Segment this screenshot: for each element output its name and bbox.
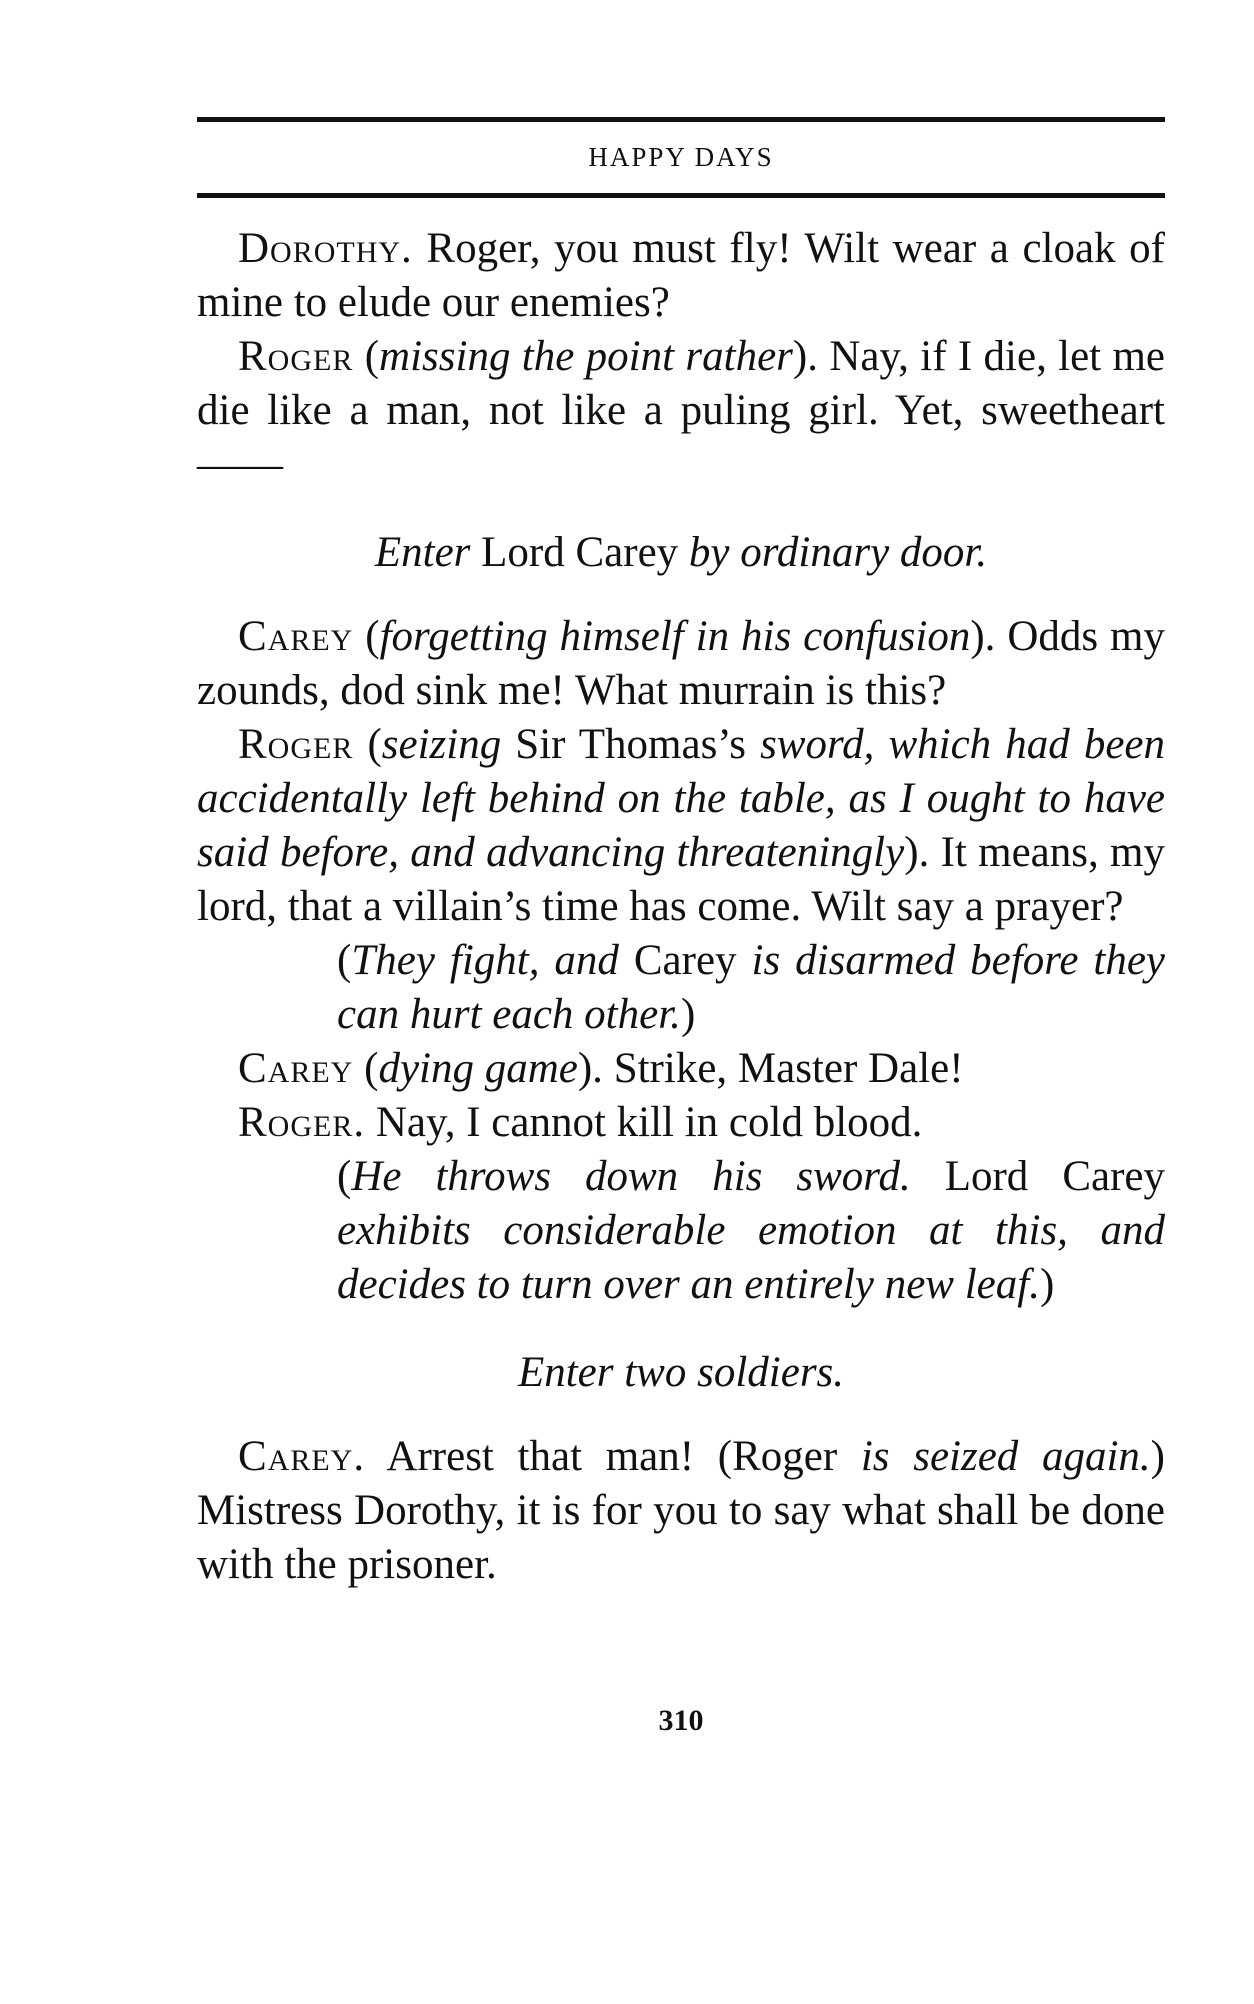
stage-direction-inline: missing the point rather bbox=[379, 333, 793, 380]
stage-direction-soldiers: Enter two soldiers. bbox=[517, 1349, 845, 1396]
character-name: Lord Carey bbox=[910, 1153, 1165, 1200]
speech-roger-2: Roger (seizing Sir Thomas’s sword, which had been accidentally left behind on the table, as I ought to have said before, and advancing threateningly). It means, my lord, that a villain’s time has come. Wilt say a prayer? bbox=[197, 721, 1165, 930]
character-name: Sir Thomas’s bbox=[501, 721, 761, 768]
speaker-name: Carey. bbox=[238, 1433, 366, 1480]
character-name: Carey bbox=[618, 937, 752, 984]
speaker-name: Dorothy. bbox=[238, 225, 413, 272]
stage-direction-inline: is seized again. bbox=[860, 1433, 1151, 1480]
speech-carey-2: Carey (dying game). Strike, Master Dale! bbox=[238, 1045, 964, 1092]
speech-text: Arrest that man! (Roger bbox=[365, 1433, 861, 1480]
character-name: Lord Carey bbox=[470, 529, 689, 576]
speech-text: Roger, you must fly! Wilt wear a cloak of mine to elude our enemies? bbox=[197, 225, 1165, 326]
speech-roger-1: Roger (missing the point rather). Nay, if I die, let me die like a man, not like a puling girl. Yet, sweetheart—— bbox=[197, 333, 1166, 488]
speech-text: Strike, Master Dale! bbox=[613, 1045, 964, 1092]
stage-direction-entrance: Enter Lord Carey by ordinary door. bbox=[374, 529, 988, 576]
speaker-name: Carey bbox=[238, 613, 354, 660]
stage-direction-inline: forgetting himself in his confusion bbox=[379, 613, 971, 660]
stage-direction-inline: dying game bbox=[378, 1045, 578, 1092]
speech-roger-3 bbox=[197, 1096, 1165, 1150]
speaker-name: Roger bbox=[238, 721, 354, 768]
page-number: 310 bbox=[658, 1704, 704, 1737]
stage-direction-sword: (He throws down his sword. Lord Carey exhibits considerable emotion at this, and decides to turn over an entirely new leaf.) bbox=[337, 1153, 1165, 1308]
stage-direction-fight: (They fight, and Carey is disarmed before they can hurt each other.) bbox=[337, 937, 1165, 1038]
speech-text: It means, my lord, that a villain’s time has come. Wilt say a prayer? bbox=[197, 829, 1165, 930]
running-head: HAPPY DAYS bbox=[588, 142, 774, 172]
speech-text: Nay, I cannot kill in cold blood. bbox=[365, 1099, 923, 1146]
speech-carey-3 bbox=[197, 1430, 1165, 1592]
speech-text: Odds my zounds, dod sink me! What murrain is this? bbox=[197, 613, 1165, 714]
speech-text: Nay, if I die, let me die like a man, not like a puling girl. Yet, sweetheart—— bbox=[197, 333, 1166, 488]
speech-text: ) Mistress Dorothy, it is for you to say what shall be done with the prisoner. bbox=[197, 1433, 1165, 1588]
speaker-name: Roger bbox=[238, 333, 354, 380]
header-rule-top bbox=[197, 117, 1165, 122]
stage-direction-inline: sword, which had been accidentally left behind on the table, as I ought to have said before, and advancing threateningly bbox=[197, 721, 1165, 876]
speaker-name: Carey bbox=[238, 1045, 354, 1092]
header-rule-bottom bbox=[197, 193, 1165, 198]
speech-dorothy bbox=[197, 222, 1165, 330]
page-text bbox=[197, 222, 1165, 1592]
speaker-name: Roger. bbox=[238, 1099, 366, 1146]
speech-carey-1: Carey (forgetting himself in his confusion). Odds my zounds, dod sink me! What murrain is this? bbox=[197, 613, 1165, 714]
